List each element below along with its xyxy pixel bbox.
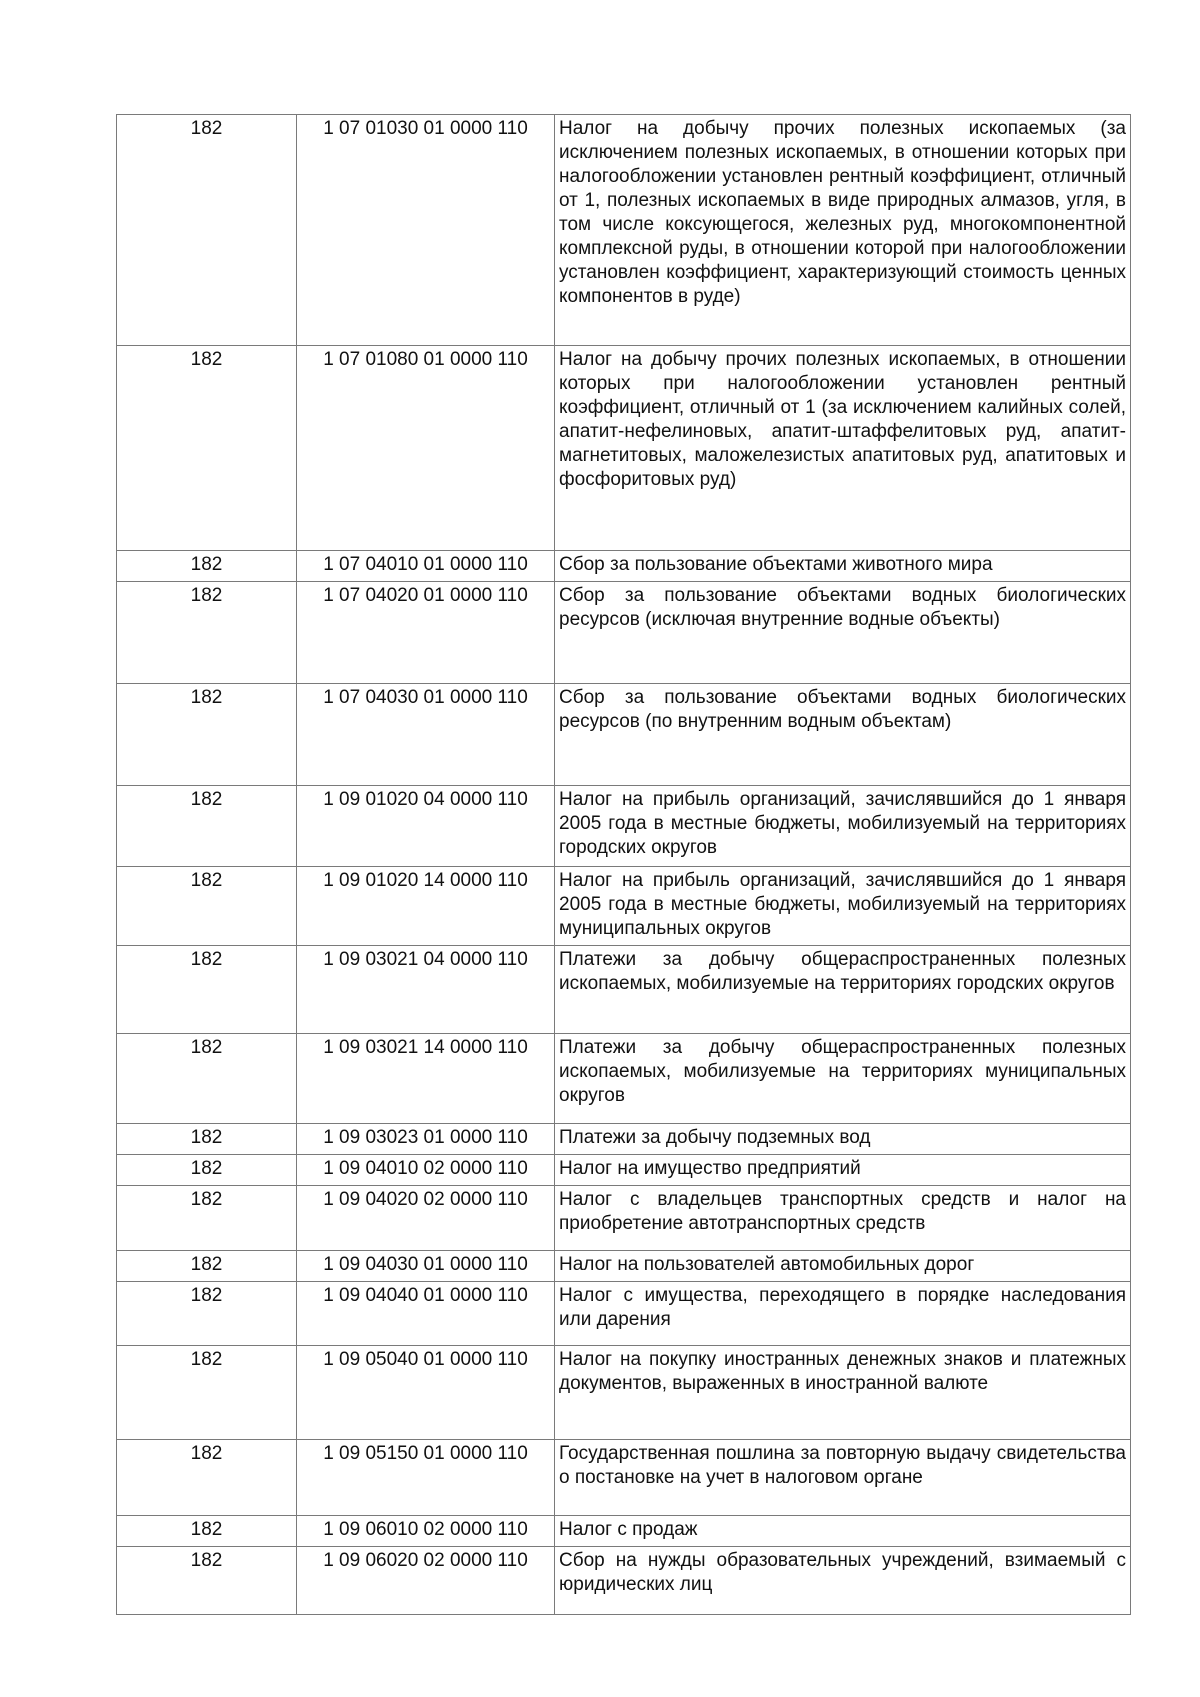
revenue-name-cell: Платежи за добычу общераспространенных полезных ископаемых, мобилизуемые на территориях городских округов [555, 946, 1131, 1034]
revenue-name-cell: Налог с имущества, переходящего в порядке наследования или дарения [555, 1282, 1131, 1346]
admin-code-cell: 182 [117, 1251, 297, 1282]
revenue-name-cell: Налог на прибыль организаций, зачислявшийся до 1 января 2005 года в местные бюджеты, мобилизуемый на территориях муниципальных округов [555, 867, 1131, 946]
table-row [117, 1547, 1131, 1615]
table-row [117, 346, 1131, 551]
table-row [117, 1034, 1131, 1124]
table-row [117, 684, 1131, 786]
budget-code-cell: 1 09 03021 04 0000 110 [297, 946, 555, 1034]
budget-code-cell: 1 09 06010 02 0000 110 [297, 1516, 555, 1547]
revenue-name-cell: Налог на имущество предприятий [555, 1155, 1131, 1186]
revenue-name-cell: Налог на прибыль организаций, зачислявшийся до 1 января 2005 года в местные бюджеты, мобилизуемый на территориях городских округов [555, 786, 1131, 867]
revenue-name-cell: Платежи за добычу общераспространенных полезных ископаемых, мобилизуемые на территориях муниципальных округов [555, 1034, 1131, 1124]
table-row [117, 1346, 1131, 1440]
table-row [117, 551, 1131, 582]
budget-code-cell: 1 07 01080 01 0000 110 [297, 346, 555, 551]
revenue-name-cell: Налог с продаж [555, 1516, 1131, 1547]
admin-code-cell: 182 [117, 551, 297, 582]
budget-code-cell: 1 09 04030 01 0000 110 [297, 1251, 555, 1282]
table-row [117, 946, 1131, 1034]
admin-code-cell: 182 [117, 582, 297, 684]
budget-code-cell: 1 09 05150 01 0000 110 [297, 1440, 555, 1516]
admin-code-cell: 182 [117, 1547, 297, 1615]
revenue-name-cell: Налог на добычу прочих полезных ископаемых, в отношении которых при налогообложении установлен рентный коэффициент, отличный от 1 (за исключением калийных солей, апатит-нефелиновых, апатит-штаффелитовых руд, апатит-магнетитовых, маложелезистых апатитовых руд, апатитовых и фосфоритовых руд) [555, 346, 1131, 551]
budget-code-cell: 1 07 01030 01 0000 110 [297, 115, 555, 346]
table-row [117, 1516, 1131, 1547]
revenue-name-cell: Налог на покупку иностранных денежных знаков и платежных документов, выраженных в иностранной валюте [555, 1346, 1131, 1440]
admin-code-cell: 182 [117, 1186, 297, 1251]
budget-code-cell: 1 09 01020 04 0000 110 [297, 786, 555, 867]
admin-code-cell: 182 [117, 1346, 297, 1440]
revenue-name-cell: Налог на пользователей автомобильных дорог [555, 1251, 1131, 1282]
revenue-name-cell: Государственная пошлина за повторную выдачу свидетельства о постановке на учет в налоговом органе [555, 1440, 1131, 1516]
budget-code-cell: 1 09 05040 01 0000 110 [297, 1346, 555, 1440]
budget-code-cell: 1 09 01020 14 0000 110 [297, 867, 555, 946]
budget-code-cell: 1 07 04020 01 0000 110 [297, 582, 555, 684]
budget-code-cell: 1 09 03021 14 0000 110 [297, 1034, 555, 1124]
admin-code-cell: 182 [117, 1124, 297, 1155]
admin-code-cell: 182 [117, 946, 297, 1034]
revenue-name-cell: Платежи за добычу подземных вод [555, 1124, 1131, 1155]
admin-code-cell: 182 [117, 786, 297, 867]
budget-code-cell: 1 07 04010 01 0000 110 [297, 551, 555, 582]
admin-code-cell: 182 [117, 1155, 297, 1186]
admin-code-cell: 182 [117, 1282, 297, 1346]
table-row [117, 867, 1131, 946]
admin-code-cell: 182 [117, 684, 297, 786]
admin-code-cell: 182 [117, 867, 297, 946]
table-row [117, 1124, 1131, 1155]
budget-code-cell: 1 09 06020 02 0000 110 [297, 1547, 555, 1615]
admin-code-cell: 182 [117, 1034, 297, 1124]
revenue-name-cell: Сбор за пользование объектами водных биологических ресурсов (исключая внутренние водные объекты) [555, 582, 1131, 684]
revenue-codes-table [116, 114, 1131, 1615]
document-page [116, 114, 1130, 1615]
table-row [117, 1440, 1131, 1516]
revenue-name-cell: Сбор за пользование объектами водных биологических ресурсов (по внутренним водным объектам) [555, 684, 1131, 786]
table-row [117, 1282, 1131, 1346]
admin-code-cell: 182 [117, 115, 297, 346]
revenue-name-cell: Налог на добычу прочих полезных ископаемых (за исключением полезных ископаемых, в отношении которых при налогообложении установлен рентный коэффициент, отличный от 1, полезных ископаемых в виде природных алмазов, угля, в том числе коксующегося, железных руд, многокомпонентной комплексной руды, в отношении которой при налогообложении установлен коэффициент, характеризующий стоимость ценных компонентов в руде) [555, 115, 1131, 346]
budget-code-cell: 1 09 04020 02 0000 110 [297, 1186, 555, 1251]
budget-code-cell: 1 09 04010 02 0000 110 [297, 1155, 555, 1186]
admin-code-cell: 182 [117, 1440, 297, 1516]
table-row [117, 115, 1131, 346]
table-row [117, 582, 1131, 684]
table-row [117, 1251, 1131, 1282]
admin-code-cell: 182 [117, 346, 297, 551]
admin-code-cell: 182 [117, 1516, 297, 1547]
budget-code-cell: 1 09 04040 01 0000 110 [297, 1282, 555, 1346]
revenue-name-cell: Сбор за пользование объектами животного мира [555, 551, 1131, 582]
revenue-name-cell: Сбор на нужды образовательных учреждений, взимаемый с юридических лиц [555, 1547, 1131, 1615]
table-row [117, 1186, 1131, 1251]
budget-code-cell: 1 09 03023 01 0000 110 [297, 1124, 555, 1155]
table-row [117, 786, 1131, 867]
budget-code-cell: 1 07 04030 01 0000 110 [297, 684, 555, 786]
revenue-name-cell: Налог с владельцев транспортных средств и налог на приобретение автотранспортных средств [555, 1186, 1131, 1251]
table-row [117, 1155, 1131, 1186]
